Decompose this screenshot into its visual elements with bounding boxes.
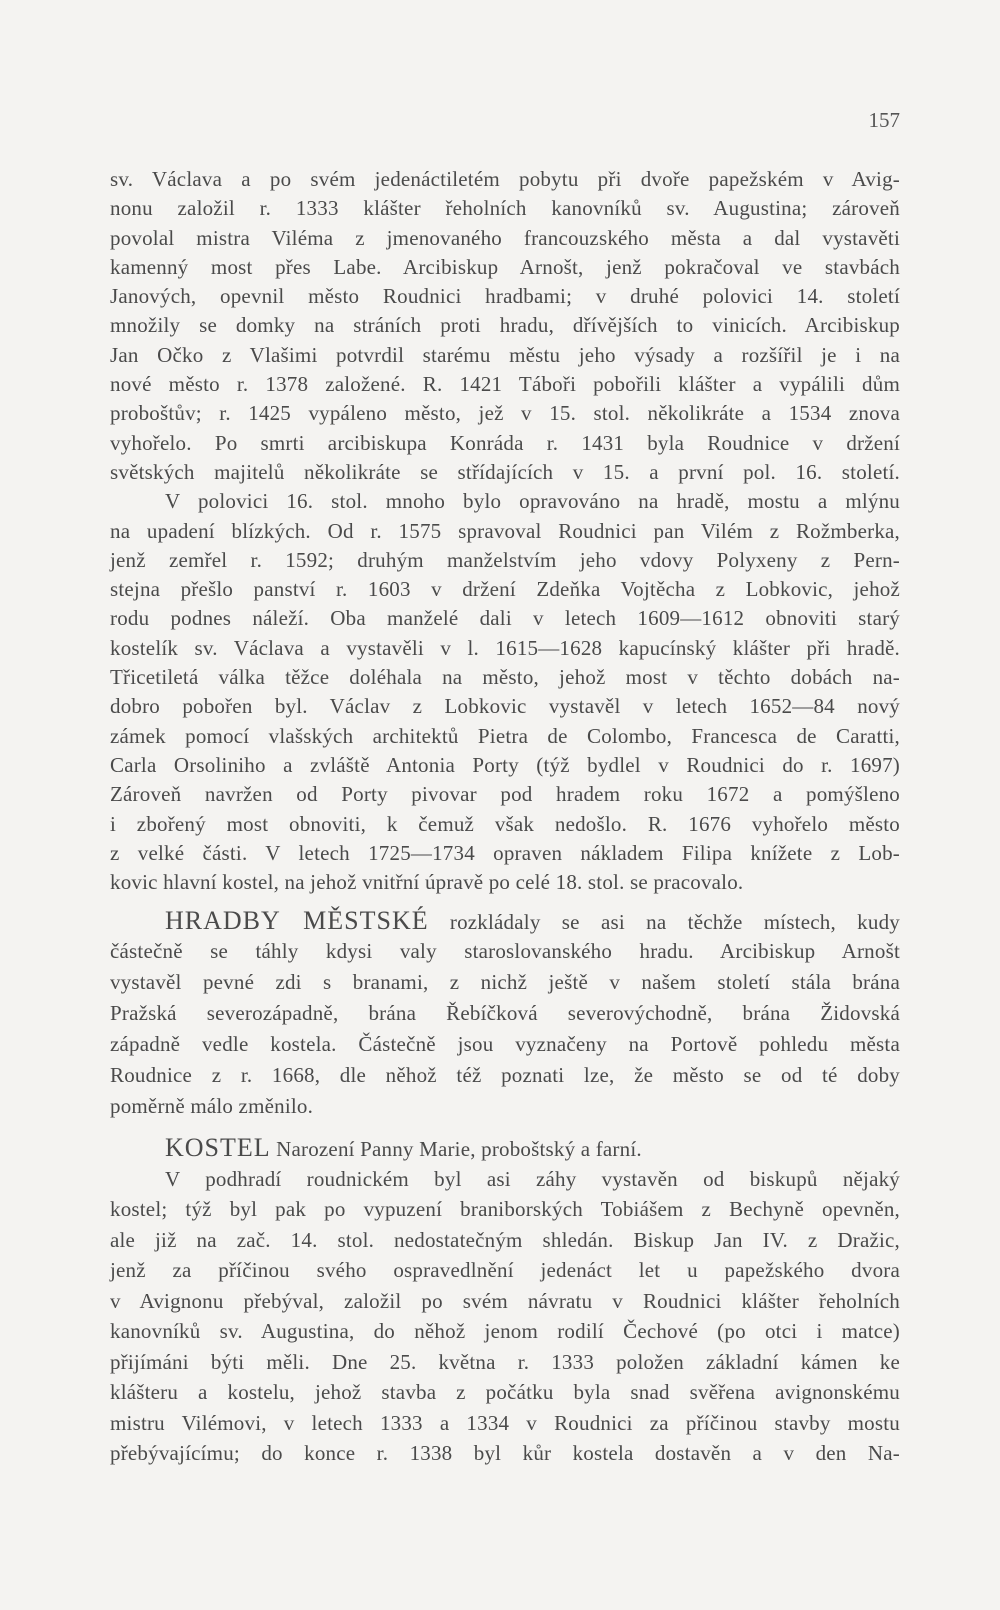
text-line: kanovníků sv. Augustina, do něhož jenom rodilí Čechové (po otci i matce) — [110, 1319, 900, 1343]
text-line: částečně se táhly kdysi valy staroslovanského hradu. Arcibiskup Arnošt — [110, 939, 900, 963]
text-line: západně vedle kostela. Částečně jsou vyznačeny na Portově pohledu města — [110, 1032, 900, 1056]
text-line: Třicetiletá válka těžce doléhala na město, jehož most v těchto dobách na- — [110, 665, 900, 690]
text-line: přebývajícímu; do konce r. 1338 byl kůr kostela dostavěn a v den Na- — [110, 1441, 900, 1465]
text-run: rozkládaly se asi na těchže místech, kudy — [449, 910, 900, 934]
text-line: kovic hlavní kostel, na jehož vnitřní úpravě po celé 18. stol. se pracovalo. — [110, 870, 744, 895]
text-line: povolal mistra Viléma z jmenovaného francouzského města a dal vystavěti — [110, 225, 900, 250]
text-line: mistru Vilémovi, v letech 1333 a 1334 v Roudnici za příčinou stavby mostu — [110, 1410, 900, 1435]
text-line: Carla Orsoliniho a zvláště Antonia Porty (týž bydlel v Roudnici do r. 1697) — [110, 752, 900, 777]
text-line: jenž za příčinou svého ospravedlnění jedenáct let u papežského dvora — [110, 1258, 900, 1282]
page-number: 157 — [868, 108, 900, 132]
text-line: Roudnice z r. 1668, dle něhož též poznati lze, že město se od té doby — [110, 1063, 900, 1087]
text-line: Janových, opevnil město Roudnici hradbami; v druhé polovici 14. století — [110, 284, 900, 309]
section-heading: KOSTEL — [165, 1133, 271, 1162]
text-line: zámek pomocí vlašských architektů Pietra de Colombo, Francesca de Caratti, — [110, 723, 900, 748]
text-line: nové město r. 1378 založené. R. 1421 Táboři pobořili klášter a vypálili dům — [110, 372, 900, 397]
text-line: nonu založil r. 1333 klášter řeholních kanovníků sv. Augustina; zároveň — [110, 196, 900, 221]
text-line: na upadení blízkých. Od r. 1575 spravoval Roudnici pan Vilém z Rožmberka, — [110, 518, 900, 543]
text-line: Zároveň navržen od Porty pivovar pod hradem roku 1672 a pomýšleno — [110, 782, 900, 807]
text-line: jenž zemřel r. 1592; druhým manželstvím jeho vdovy Polyxeny z Pern- — [110, 547, 900, 572]
text-line: i zbořený most obnoviti, k čemuž však nedošlo. R. 1676 vyhořelo město — [110, 811, 900, 836]
text-line: Pražská severozápadně, brána Řebíčková severovýchodně, brána Židovská — [110, 1001, 900, 1025]
text-line: proboštův; r. 1425 vypáleno město, jež v 15. stol. několikráte a 1534 znova — [110, 401, 900, 426]
text-line: sv. Václava a po svém jedenáctiletém pobytu při dvoře papežském v Avig- — [110, 167, 900, 191]
text-line: z velké části. V letech 1725—1734 opraven nákladem Filipa knížete z Lob- — [110, 840, 900, 865]
text-line: přijímáni býti měli. Dne 25. května r. 1333 položen základní kámen ke — [110, 1349, 900, 1374]
text-line: V polovici 16. stol. mnoho bylo opravováno na hradě, mostu a mlýnu — [165, 489, 900, 514]
text-line: světských majitelů několikráte se střídajících v 15. a první pol. 16. století. — [110, 459, 900, 484]
section-first-line — [110, 905, 900, 936]
text-line: kostel; týž byl pak po vypuzení braniborských Tobiášem z Bechyně opevněn, — [110, 1197, 900, 1221]
text-line: vystavěl pevné zdi s branami, z nichž ještě v našem století stála brána — [110, 970, 900, 994]
text-line: poměrně málo změnilo. — [110, 1094, 314, 1118]
paragraph-church — [110, 1133, 900, 1469]
text-line: klášteru a kostelu, jehož stavba z počátku byla snad svěřena avignonskému — [110, 1380, 900, 1404]
text-line: v Avignonu přebýval, založil po svém návratu v Roudnici klášter řeholních — [110, 1288, 900, 1313]
text-line: ale již na zač. 14. stol. nedostatečným shledán. Biskup Jan IV. z Dražic, — [110, 1227, 900, 1252]
text-run: Narození Panny Marie, proboštský a farní. — [276, 1137, 642, 1161]
text-line: dobro pobořen byl. Václav z Lobkovic vystavěl v letech 1652—84 nový — [110, 694, 900, 719]
paragraph-city-history — [110, 165, 900, 897]
section-heading: HRADBY MĚSTSKÉ — [165, 906, 429, 935]
paragraph-city-walls — [110, 905, 900, 1122]
text-line: množily se domky na stráních proti hradu, dřívějších to vinicích. Arcibiskup — [110, 313, 900, 338]
text-line: vyhořelo. Po smrti arcibiskupa Konráda r. 1431 byla Roudnice v držení — [110, 430, 900, 455]
text-line: stejna přešlo panství r. 1603 v držení Zdeňka Vojtěcha z Lobkovic, jehož — [110, 577, 900, 602]
text-line: V podhradí roudnickém byl asi záhy vystavěn od biskupů nějaký — [165, 1166, 900, 1191]
text-line: kamenný most přes Labe. Arcibiskup Arnošt, jenž pokračoval ve stavbách — [110, 254, 900, 279]
text-line: kostelík sv. Václava a vystavěli v l. 1615—1628 kapucínský klášter při hradě. — [110, 635, 900, 660]
text-line: rodu podnes náleží. Oba manželé dali v letech 1609—1612 obnoviti starý — [110, 606, 900, 631]
section-first-line — [110, 1133, 900, 1164]
text-line: Jan Očko z Vlašimi potvrdil starému městu jeho výsady a rozšířil je i na — [110, 342, 900, 367]
